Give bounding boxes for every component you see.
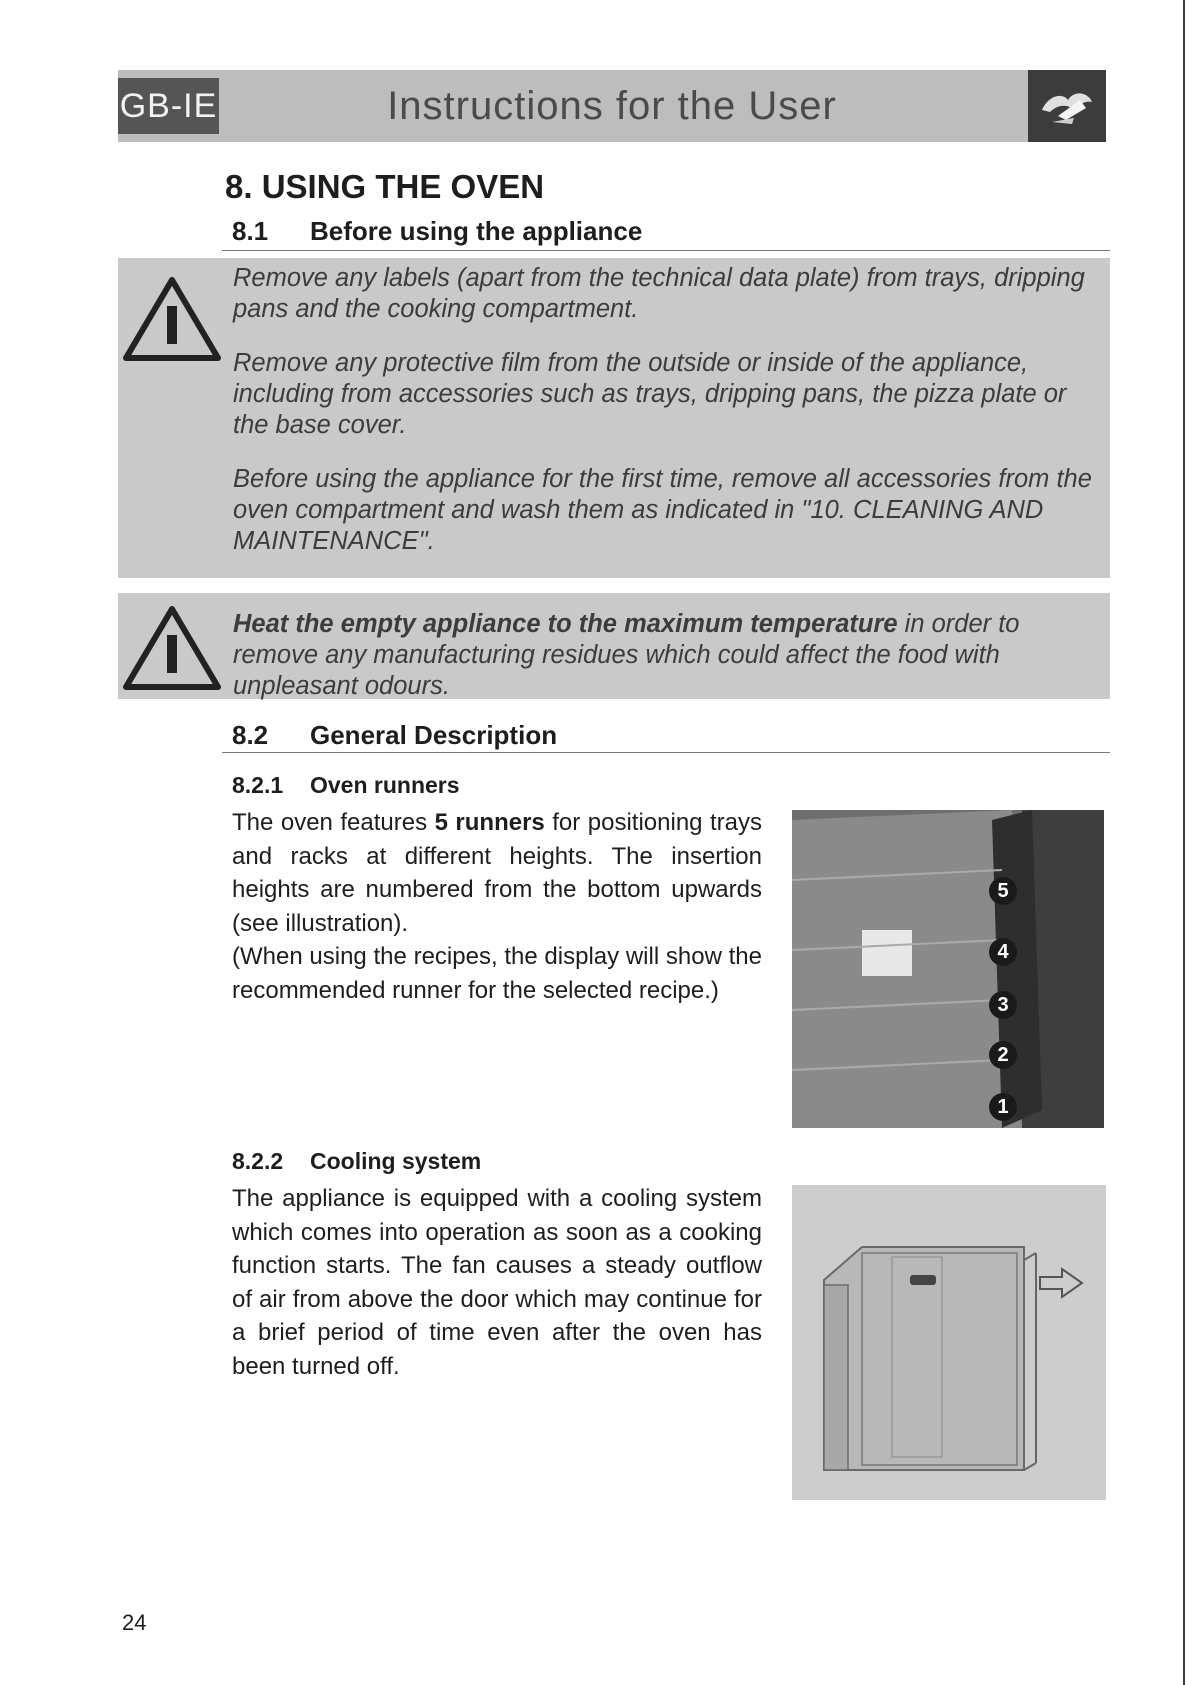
runner-label-3: 3	[988, 990, 1018, 1025]
cooling-system-image	[792, 1185, 1106, 1500]
warning-paragraph-labels: Remove any labels (apart from the technical data plate) from trays, dripping pans and the cooking compartment.	[233, 264, 1085, 323]
subsection-number: 8.2.2	[232, 1148, 284, 1174]
subsection-8-2-1-heading	[232, 772, 460, 799]
page-number: 24	[122, 1610, 147, 1635]
warning-triangle-icon	[122, 276, 222, 362]
subsection-title: General Description	[310, 720, 558, 750]
oven-runners-image	[792, 810, 1104, 1128]
brand-logo-icon	[1028, 70, 1106, 142]
runner-label-4: 4	[988, 937, 1018, 972]
language-badge: GB-IE	[118, 78, 219, 134]
warning-rest: in order to remove any manufacturing residues which could affect the food with unpleasant odours.	[233, 610, 1020, 700]
subsection-title: Oven runners	[310, 772, 460, 798]
warning-block-preparation	[118, 258, 1110, 578]
cooling-paragraph: The appliance is equipped with a cooling system which comes into operation as soon as a cooking function starts. The fan causes a steady outflow of air from above the door which may continue for a brief period of time even after the oven has been turned off.	[232, 1185, 762, 1380]
warning-bold-phrase: Heat the empty appliance to the maximum temperature	[233, 610, 898, 638]
warning-paragraph-film: Remove any protective film from the outside or inside of the appliance, including from accessories such as trays, dripping pans, the pizza plate or the base cover.	[233, 349, 1067, 439]
section-title: 8. USING THE OVEN	[225, 168, 545, 205]
warning-text	[233, 263, 1104, 580]
header-title: Instructions for the User	[387, 84, 837, 128]
runners-text-start: The oven features	[232, 809, 435, 836]
runners-text-end: for positioning trays and racks at different heights. The insertion heights are numbered from the bottom upwards (see illustration).	[232, 809, 763, 937]
warning-text	[233, 609, 1104, 702]
heading-rule	[222, 752, 1110, 753]
subsection-number: 8.2.1	[232, 772, 284, 798]
page-header	[118, 70, 1106, 142]
subsection-8-2-heading	[232, 720, 557, 751]
runners-paragraph	[232, 806, 762, 940]
subsection-number: 8.1	[232, 216, 269, 246]
warning-triangle-icon	[122, 605, 222, 691]
page-edge-rule	[1183, 0, 1185, 1685]
heading-rule	[222, 250, 1110, 251]
warning-paragraph-accessories: Before using the appliance for the first time, remove all accessories from the oven compartment and wash them as indicated in "10. CLEANING AND MAINTENANCE".	[233, 465, 1092, 555]
subsection-title: Cooling system	[310, 1148, 482, 1174]
warning-paragraph-heat	[233, 609, 1104, 702]
runner-label-1: 1	[988, 1092, 1018, 1127]
runners-bold: 5 runners	[434, 809, 545, 836]
runner-label-2: 2	[988, 1040, 1018, 1075]
warning-block-heat	[118, 593, 1110, 699]
subsection-number: 8.2	[232, 720, 269, 750]
subsection-title: Before using the appliance	[310, 216, 643, 246]
runner-label-5: 5	[988, 876, 1018, 911]
subsection-8-2-2-heading	[232, 1148, 481, 1175]
subsection-8-1-heading	[232, 216, 642, 247]
recipes-paragraph: (When using the recipes, the display will show the recommended runner for the selected recipe.)	[232, 943, 762, 1004]
